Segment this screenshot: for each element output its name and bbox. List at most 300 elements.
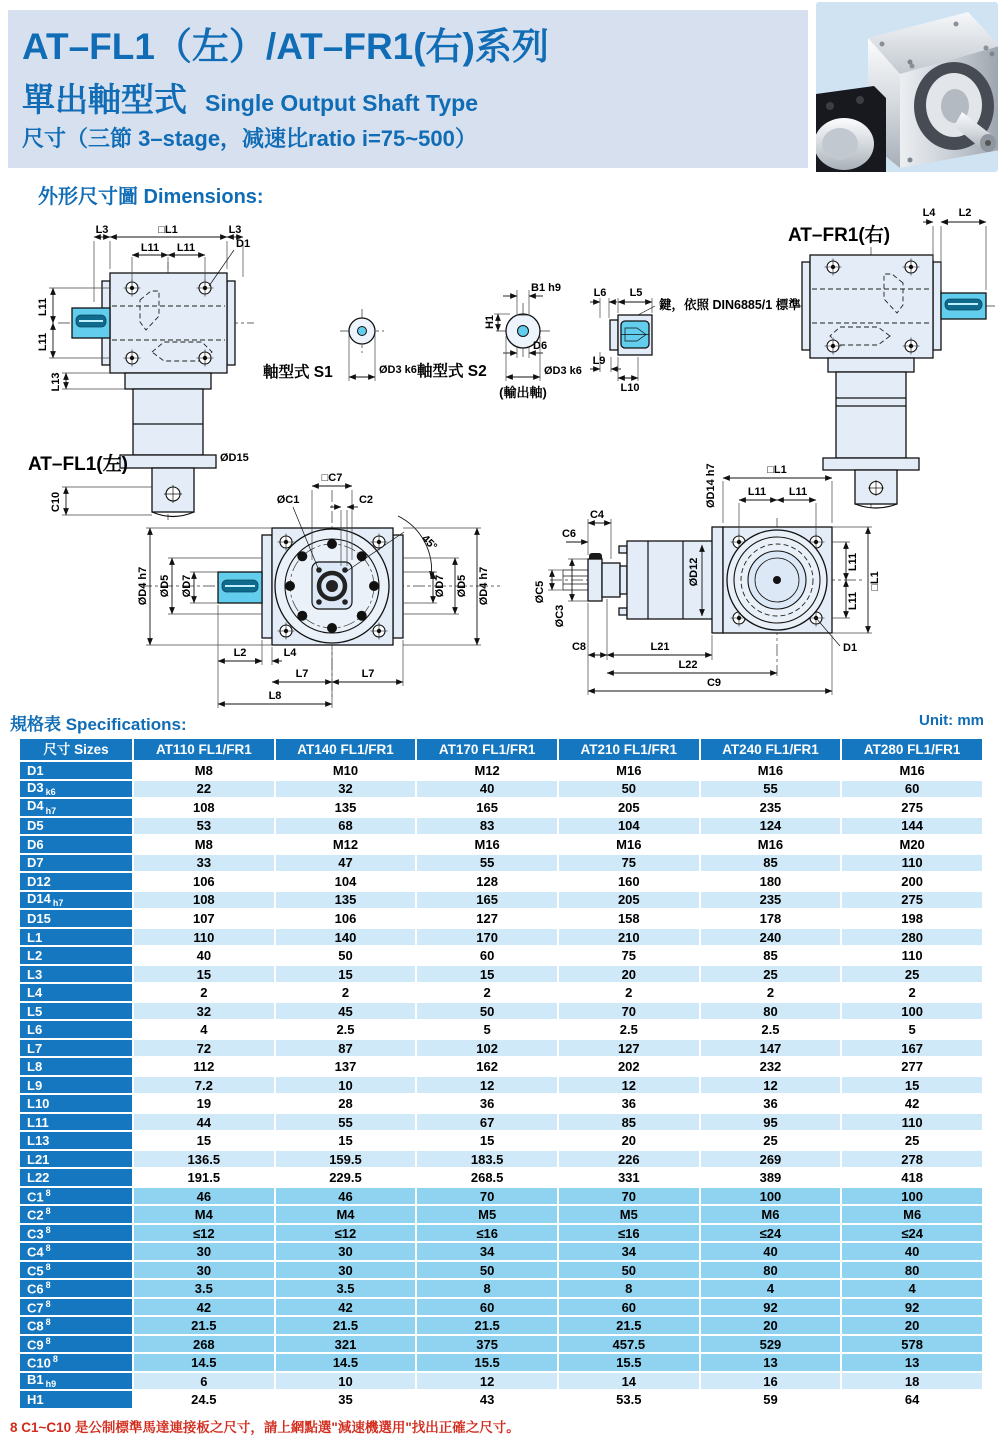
spec-value: 53.5 xyxy=(559,1391,699,1408)
spec-value: 28 xyxy=(276,1095,416,1112)
spec-value: 43 xyxy=(417,1391,557,1408)
spec-row-l10 xyxy=(20,1095,982,1112)
dimension-drawings xyxy=(0,205,1000,710)
spec-value: 180 xyxy=(701,873,841,890)
dim-label-l11: L11 xyxy=(176,242,196,254)
specifications-heading: 規格表 Specifications: xyxy=(10,715,187,734)
spec-row-l2 xyxy=(20,947,982,964)
dim-label-l8: L8 xyxy=(268,690,282,702)
spec-value: 165 xyxy=(417,799,557,816)
spec-value: 112 xyxy=(134,1058,274,1075)
spec-row-d5 xyxy=(20,818,982,835)
spec-value: 14.5 xyxy=(134,1354,274,1371)
spec-value: 8 xyxy=(417,1280,557,1297)
spec-value: 106 xyxy=(276,910,416,927)
spec-value: 389 xyxy=(701,1169,841,1186)
spec-value: 80 xyxy=(701,1003,841,1020)
spec-value: 375 xyxy=(417,1336,557,1353)
label-key-note: 鍵，依照 DIN6885/1 標準 xyxy=(659,298,801,312)
spec-value: 2.5 xyxy=(559,1021,699,1038)
spec-row-d12 xyxy=(20,873,982,890)
spec-value: 15 xyxy=(134,966,274,983)
dim-label-l11: L11 xyxy=(847,552,859,572)
spec-value: 235 xyxy=(701,799,841,816)
page-title: AT–FL1（左）/AT–FR1(右)系列 xyxy=(22,26,549,67)
spec-value: 135 xyxy=(276,892,416,909)
spec-row-d14 xyxy=(20,892,982,909)
spec-row-d7 xyxy=(20,855,982,872)
spec-value: 210 xyxy=(559,929,699,946)
dim-label-d4: ØD4 h7 xyxy=(137,566,149,606)
spec-value: 36 xyxy=(417,1095,557,1112)
spec-value: 144 xyxy=(842,818,982,835)
subtitle-zh: 單出軸型式 xyxy=(22,81,187,118)
row-label: D12 xyxy=(20,873,132,890)
dim-label-c8: C8 xyxy=(571,641,587,653)
spec-value: 21.5 xyxy=(559,1317,699,1334)
spec-value: 80 xyxy=(701,1262,841,1279)
spec-value: 191.5 xyxy=(134,1169,274,1186)
row-label: L1 xyxy=(20,929,132,946)
spec-value: 12 xyxy=(417,1077,557,1094)
spec-row-c10 xyxy=(20,1354,982,1371)
spec-value: 92 xyxy=(842,1299,982,1316)
spec-value: 19 xyxy=(134,1095,274,1112)
spec-value: ≤16 xyxy=(417,1225,557,1242)
spec-value: 104 xyxy=(559,818,699,835)
drawing-side-assembly-view xyxy=(534,463,881,695)
dim-label-d3: ØD3 k6 xyxy=(379,364,417,376)
spec-value: 20 xyxy=(701,1317,841,1334)
spec-row-l1 xyxy=(20,929,982,946)
spec-row-c7 xyxy=(20,1299,982,1316)
row-label: L10 xyxy=(20,1095,132,1112)
dim-label-l1: □L1 xyxy=(869,571,881,591)
dim-label-d14: ØD14 h7 xyxy=(705,463,717,508)
spec-value: 21.5 xyxy=(276,1317,416,1334)
spec-value: 50 xyxy=(559,1262,699,1279)
spec-value: 136.5 xyxy=(134,1151,274,1168)
dim-label-l1: □L1 xyxy=(767,464,787,476)
drawing-at-fl1-front-view xyxy=(28,224,254,520)
row-label: D7 xyxy=(20,855,132,872)
spec-value: 2 xyxy=(701,984,841,1001)
spec-value: 75 xyxy=(559,855,699,872)
dim-label-d1: D1 xyxy=(843,642,858,654)
spec-row-l8 xyxy=(20,1058,982,1075)
spec-value: 205 xyxy=(559,892,699,909)
spec-value: 42 xyxy=(134,1299,274,1316)
dim-label-l11: L11 xyxy=(747,486,767,498)
spec-value: 36 xyxy=(701,1095,841,1112)
spec-value: 100 xyxy=(842,1003,982,1020)
spec-value: 13 xyxy=(701,1354,841,1371)
spec-value: 5 xyxy=(417,1021,557,1038)
spec-value: 321 xyxy=(276,1336,416,1353)
spec-value: M16 xyxy=(701,762,841,779)
spec-row-d1 xyxy=(20,762,982,779)
spec-value: 15 xyxy=(276,966,416,983)
spec-value: 167 xyxy=(842,1040,982,1057)
row-label: D3 $_{k6}$ xyxy=(20,781,132,798)
dim-label-c4: C4 xyxy=(589,509,605,521)
row-label: D5 xyxy=(20,818,132,835)
col-header-model: AT240 FL1/FR1 xyxy=(701,739,841,760)
spec-value: 46 xyxy=(134,1188,274,1205)
spec-value: 30 xyxy=(276,1243,416,1260)
dim-label-l3: L3 xyxy=(228,224,242,236)
spec-value: 13 xyxy=(842,1354,982,1371)
dim-label-l7: L7 xyxy=(295,668,309,680)
spec-value: 24.5 xyxy=(134,1391,274,1408)
drawing-shaft-type-s1 xyxy=(263,309,417,381)
dim-label-l4: L4 xyxy=(283,647,297,659)
spec-value: 30 xyxy=(134,1262,274,1279)
spec-value: 25 xyxy=(842,1132,982,1149)
spec-value: 21.5 xyxy=(417,1317,557,1334)
row-label: L13 xyxy=(20,1132,132,1149)
col-header-model: AT140 FL1/FR1 xyxy=(276,739,416,760)
dim-label-d12: ØD12 xyxy=(688,557,700,587)
spec-value: 70 xyxy=(559,1003,699,1020)
spec-value: 135 xyxy=(276,799,416,816)
spec-row-c2 xyxy=(20,1206,982,1223)
spec-value: 160 xyxy=(559,873,699,890)
spec-row-c3 xyxy=(20,1225,982,1242)
spec-value: ≤24 xyxy=(701,1225,841,1242)
spec-value: 235 xyxy=(701,892,841,909)
spec-value: M16 xyxy=(559,836,699,853)
spec-value: 165 xyxy=(417,892,557,909)
dim-label-l11: L11 xyxy=(140,242,160,254)
spec-value: 70 xyxy=(417,1188,557,1205)
spec-value: M6 xyxy=(842,1206,982,1223)
spec-row-l11 xyxy=(20,1114,982,1131)
dim-label-l7: L7 xyxy=(361,668,375,680)
spec-value: 529 xyxy=(701,1336,841,1353)
spec-row-d3 xyxy=(20,781,982,798)
spec-row-l22 xyxy=(20,1169,982,1186)
row-label: L4 xyxy=(20,984,132,1001)
dim-label-c9: C9 xyxy=(706,677,722,689)
row-label: L22 xyxy=(20,1169,132,1186)
spec-value: 80 xyxy=(842,1262,982,1279)
spec-value: 83 xyxy=(417,818,557,835)
dim-label-d6: D6 xyxy=(533,340,548,352)
col-header-model: AT280 FL1/FR1 xyxy=(842,739,982,760)
dim-label-c5: ØC5 xyxy=(534,580,546,604)
spec-value: 50 xyxy=(276,947,416,964)
spec-value: 578 xyxy=(842,1336,982,1353)
spec-value: 457.5 xyxy=(559,1336,699,1353)
spec-value: 15 xyxy=(417,966,557,983)
spec-value: 14.5 xyxy=(276,1354,416,1371)
spec-value: 53 xyxy=(134,818,274,835)
spec-value: M5 xyxy=(417,1206,557,1223)
spec-value: 12 xyxy=(559,1077,699,1094)
spec-value: 183.5 xyxy=(417,1151,557,1168)
spec-value: 50 xyxy=(417,1003,557,1020)
spec-value: 75 xyxy=(559,947,699,964)
dim-label-l11: L11 xyxy=(37,297,49,317)
spec-value: 205 xyxy=(559,799,699,816)
spec-value: 67 xyxy=(417,1114,557,1131)
col-header-sizes: 尺寸 Sizes xyxy=(20,739,132,760)
spec-value: M10 xyxy=(276,762,416,779)
spec-value: 2.5 xyxy=(701,1021,841,1038)
spec-value: 3.5 xyxy=(134,1280,274,1297)
row-label: C3 $^8$ xyxy=(20,1225,132,1242)
dim-label-c1: ØC1 xyxy=(276,494,300,506)
dim-label-l9: L9 xyxy=(592,355,606,367)
spec-value: 12 xyxy=(417,1373,557,1390)
label-shaft-type-s2: 軸型式 S2 xyxy=(417,363,487,380)
spec-row-d6 xyxy=(20,836,982,853)
spec-value: 275 xyxy=(842,799,982,816)
spec-value: M16 xyxy=(701,836,841,853)
spec-value: 45 xyxy=(276,1003,416,1020)
dim-label-d7: ØD7 xyxy=(181,574,193,598)
row-label: L7 xyxy=(20,1040,132,1057)
spec-value: 277 xyxy=(842,1058,982,1075)
spec-header-row xyxy=(20,739,982,760)
spec-value: 198 xyxy=(842,910,982,927)
spec-value: 10 xyxy=(276,1373,416,1390)
spec-value: 85 xyxy=(701,947,841,964)
dim-label-l2: L2 xyxy=(233,647,247,659)
row-label: D6 xyxy=(20,836,132,853)
spec-row-d15 xyxy=(20,910,982,927)
spec-value: 200 xyxy=(842,873,982,890)
row-label: L5 xyxy=(20,1003,132,1020)
spec-value: 268.5 xyxy=(417,1169,557,1186)
spec-value: 40 xyxy=(417,781,557,798)
dim-label-d4: ØD4 h7 xyxy=(478,566,490,606)
row-label: D15 xyxy=(20,910,132,927)
spec-value: 275 xyxy=(842,892,982,909)
spec-value: 42 xyxy=(842,1095,982,1112)
spec-value: M16 xyxy=(417,836,557,853)
spec-value: 20 xyxy=(842,1317,982,1334)
spec-value: 32 xyxy=(276,781,416,798)
spec-value: 34 xyxy=(417,1243,557,1260)
spec-value: 2 xyxy=(842,984,982,1001)
spec-value: 127 xyxy=(559,1040,699,1057)
gearbox-photo-illustration xyxy=(816,2,998,172)
row-label: D14 $_{h7}$ xyxy=(20,892,132,909)
spec-value: 15 xyxy=(417,1132,557,1149)
spec-value: 2.5 xyxy=(276,1021,416,1038)
row-label: B1 $_{h9}$ xyxy=(20,1373,132,1390)
row-label: C7 $^8$ xyxy=(20,1299,132,1316)
spec-value: 232 xyxy=(701,1058,841,1075)
spec-value: 128 xyxy=(417,873,557,890)
spec-value: 47 xyxy=(276,855,416,872)
spec-value: 7.2 xyxy=(134,1077,274,1094)
spec-value: 110 xyxy=(842,1114,982,1131)
label-output-shaft: (輸出軸) xyxy=(499,385,547,400)
row-label: C10 $^8$ xyxy=(20,1354,132,1371)
spec-value: 55 xyxy=(701,781,841,798)
dim-label-b1: B1 h9 xyxy=(531,282,561,294)
spec-value: ≤12 xyxy=(276,1225,416,1242)
spec-row-b1 xyxy=(20,1373,982,1390)
spec-value: 15 xyxy=(276,1132,416,1149)
spec-value: ≤24 xyxy=(842,1225,982,1242)
spec-value: 55 xyxy=(276,1114,416,1131)
spec-value: 22 xyxy=(134,781,274,798)
row-label: L6 xyxy=(20,1021,132,1038)
spec-value: 2 xyxy=(559,984,699,1001)
spec-value: 64 xyxy=(842,1391,982,1408)
spec-value: 140 xyxy=(276,929,416,946)
dim-label-h1: H1 xyxy=(484,314,496,330)
spec-value: 110 xyxy=(134,929,274,946)
spec-value: 40 xyxy=(842,1243,982,1260)
spec-value: 100 xyxy=(842,1188,982,1205)
spec-value: 25 xyxy=(701,966,841,983)
dim-label-d7: ØD7 xyxy=(434,574,446,598)
spec-row-l7 xyxy=(20,1040,982,1057)
spec-value: M6 xyxy=(701,1206,841,1223)
subtitle-en: Single Output Shaft Type xyxy=(205,90,479,116)
figure-title-at-fl1: AT–FL1(左) xyxy=(28,454,128,475)
spec-value: 4 xyxy=(134,1021,274,1038)
spec-value: 268 xyxy=(134,1336,274,1353)
spec-value: 20 xyxy=(559,966,699,983)
spec-value: 15.5 xyxy=(417,1354,557,1371)
spec-value: M4 xyxy=(276,1206,416,1223)
spec-value: 269 xyxy=(701,1151,841,1168)
spec-value: 44 xyxy=(134,1114,274,1131)
spec-value: M20 xyxy=(842,836,982,853)
spec-row-l9 xyxy=(20,1077,982,1094)
spec-value: 3.5 xyxy=(276,1280,416,1297)
spec-value: 10 xyxy=(276,1077,416,1094)
spec-value: 147 xyxy=(701,1040,841,1057)
spec-row-c4 xyxy=(20,1243,982,1260)
row-label: L11 xyxy=(20,1114,132,1131)
row-label: C1 $^8$ xyxy=(20,1188,132,1205)
spec-value: 21.5 xyxy=(134,1317,274,1334)
row-label: D4 $_{h7}$ xyxy=(20,799,132,816)
drawing-at-fr1-front-view xyxy=(788,207,995,508)
spec-value: 59 xyxy=(701,1391,841,1408)
spec-value: 30 xyxy=(276,1262,416,1279)
spec-value: 108 xyxy=(134,892,274,909)
dim-label-c10: C10 xyxy=(50,491,62,513)
dim-label-l3: L3 xyxy=(95,224,109,236)
spec-value: M8 xyxy=(134,836,274,853)
spec-row-l6 xyxy=(20,1021,982,1038)
spec-value: 170 xyxy=(417,929,557,946)
dim-label-d15: ØD15 xyxy=(220,452,249,464)
spec-value: 240 xyxy=(701,929,841,946)
dim-label-d1: D1 xyxy=(236,238,251,250)
spec-value: 2 xyxy=(276,984,416,1001)
spec-value: 30 xyxy=(134,1243,274,1260)
row-label: C5 $^8$ xyxy=(20,1262,132,1279)
spec-value: 92 xyxy=(701,1299,841,1316)
col-header-model: AT210 FL1/FR1 xyxy=(559,739,699,760)
spec-value: 100 xyxy=(701,1188,841,1205)
spec-value: 6 xyxy=(134,1373,274,1390)
spec-value: 20 xyxy=(559,1132,699,1149)
spec-value: 15 xyxy=(842,1077,982,1094)
dim-label-l10: L10 xyxy=(620,382,640,394)
dim-label-c7: □C7 xyxy=(321,472,343,484)
dim-label-45deg: 45° xyxy=(418,532,440,554)
row-label: C6 $^8$ xyxy=(20,1280,132,1297)
spec-value: 15.5 xyxy=(559,1354,699,1371)
spec-value: M16 xyxy=(559,762,699,779)
dim-label-c2: C2 xyxy=(358,494,374,506)
row-label: L8 xyxy=(20,1058,132,1075)
row-label: C8 $^8$ xyxy=(20,1317,132,1334)
spec-value: 158 xyxy=(559,910,699,927)
spec-value: 25 xyxy=(701,1132,841,1149)
dim-label-l5: L5 xyxy=(629,287,643,299)
spec-value: 2 xyxy=(417,984,557,1001)
dim-label-d5: ØD5 xyxy=(159,574,171,598)
spec-value: 278 xyxy=(842,1151,982,1168)
spec-value: 68 xyxy=(276,818,416,835)
spec-value: 137 xyxy=(276,1058,416,1075)
figure-title-at-fr1: AT–FR1(右) xyxy=(788,225,891,246)
spec-row-l3 xyxy=(20,966,982,983)
row-label: H1 xyxy=(20,1391,132,1408)
dim-label-c3: ØC3 xyxy=(554,604,566,628)
row-label: L9 xyxy=(20,1077,132,1094)
spec-row-l4 xyxy=(20,984,982,1001)
spec-value: 108 xyxy=(134,799,274,816)
spec-value: 55 xyxy=(417,855,557,872)
spec-value: 2 xyxy=(134,984,274,1001)
spec-value: 16 xyxy=(701,1373,841,1390)
spec-row-h1 xyxy=(20,1391,982,1408)
spec-value: 14 xyxy=(559,1373,699,1390)
spec-value: 102 xyxy=(417,1040,557,1057)
spec-value: 72 xyxy=(134,1040,274,1057)
spec-value: 40 xyxy=(701,1243,841,1260)
spec-value: 331 xyxy=(559,1169,699,1186)
spec-value: 34 xyxy=(559,1243,699,1260)
spec-row-l5 xyxy=(20,1003,982,1020)
spec-value: 40 xyxy=(134,947,274,964)
spec-value: 124 xyxy=(701,818,841,835)
row-label: C4 $^8$ xyxy=(20,1243,132,1260)
spec-value: 280 xyxy=(842,929,982,946)
spec-value: 226 xyxy=(559,1151,699,1168)
row-label: C2 $^8$ xyxy=(20,1206,132,1223)
spec-value: 60 xyxy=(417,947,557,964)
spec-value: M8 xyxy=(134,762,274,779)
spec-value: 106 xyxy=(134,873,274,890)
spec-value: 202 xyxy=(559,1058,699,1075)
subtitle-ratio: 尺寸（三節 3–stage，减速比ratio i=75~500） xyxy=(22,126,477,151)
spec-value: 25 xyxy=(842,966,982,983)
spec-value: 32 xyxy=(134,1003,274,1020)
spec-row-c1 xyxy=(20,1188,982,1205)
spec-value: 110 xyxy=(842,855,982,872)
spec-row-c8 xyxy=(20,1317,982,1334)
spec-value: 85 xyxy=(701,855,841,872)
spec-value: 70 xyxy=(559,1188,699,1205)
spec-row-l13 xyxy=(20,1132,982,1149)
spec-value: 4 xyxy=(701,1280,841,1297)
spec-row-c5 xyxy=(20,1262,982,1279)
row-label: L2 xyxy=(20,947,132,964)
